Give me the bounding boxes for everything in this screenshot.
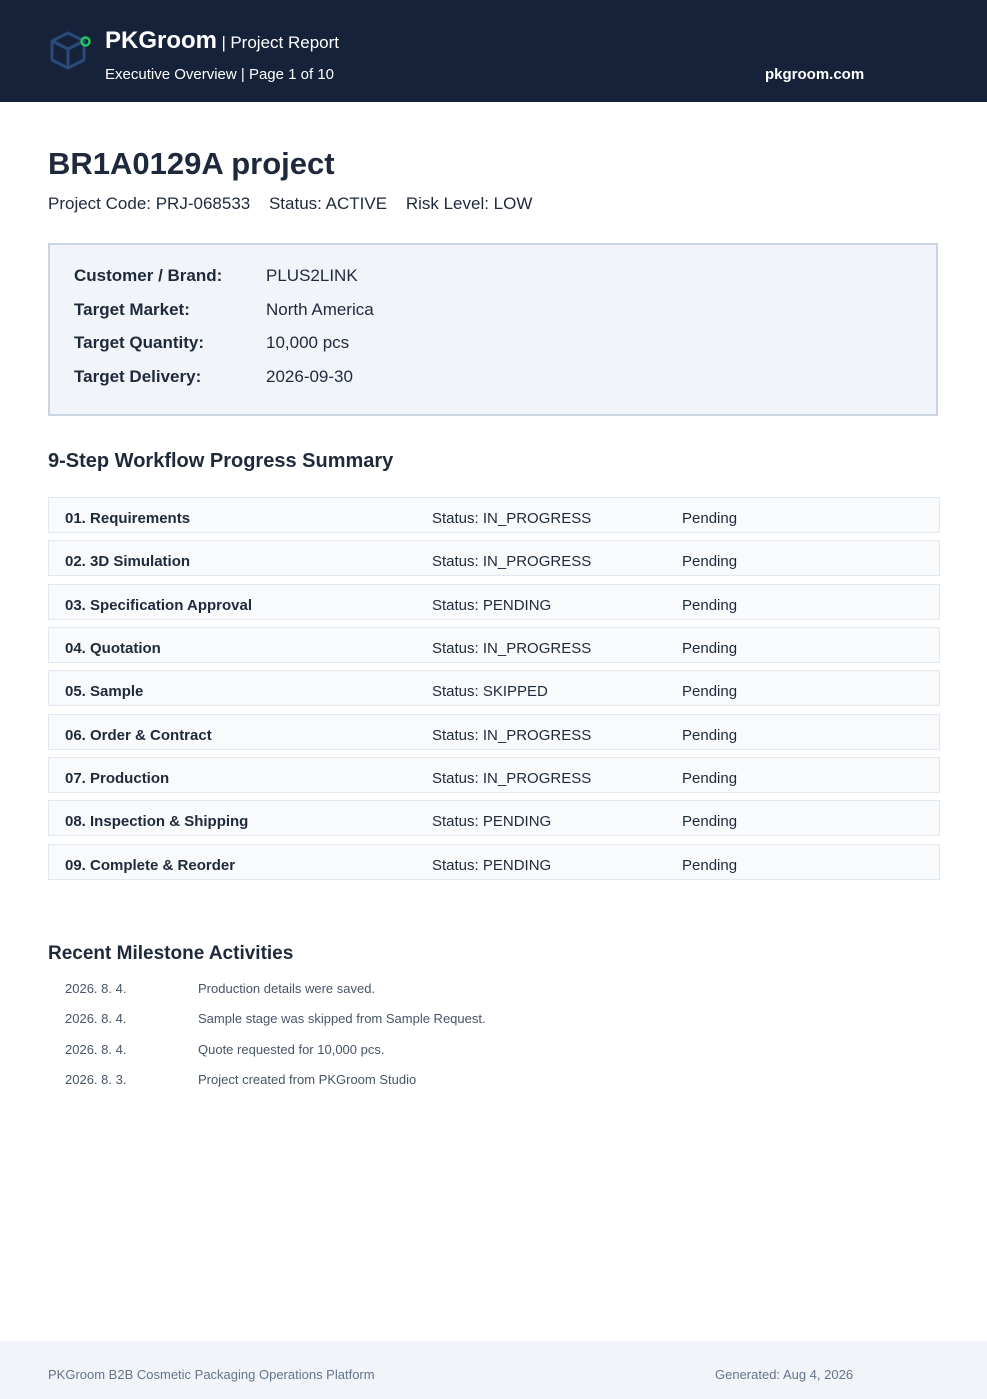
step-state: Pending [682, 770, 738, 787]
step-state: Pending [682, 813, 738, 830]
step-name: 08. Inspection & Shipping [65, 813, 249, 830]
info-row-market [74, 300, 374, 320]
step-status: Status: IN_PROGRESS [432, 770, 592, 787]
step-name: 02. 3D Simulation [65, 553, 191, 570]
info-label: Customer / Brand: [74, 266, 223, 285]
info-value: 10,000 pcs [266, 333, 350, 352]
workflow-title: 9-Step Workflow Progress Summary [48, 450, 394, 472]
page-indicator: Executive Overview | Page 1 of 10 [105, 66, 335, 83]
project-info-box [48, 243, 938, 416]
project-status: Status: ACTIVE [268, 194, 388, 213]
brand-line [105, 27, 339, 55]
step-state: Pending [682, 510, 738, 527]
step-state: Pending [682, 553, 738, 570]
info-label: Target Market: [74, 300, 190, 319]
step-name: 09. Complete & Reorder [65, 857, 236, 874]
report-header [0, 0, 987, 102]
brand-separator: | [221, 33, 226, 52]
step-status: Status: IN_PROGRESS [432, 727, 592, 744]
step-status: Status: PENDING [432, 857, 552, 874]
activity-text: Quote requested for 10,000 pcs. [198, 1042, 385, 1057]
info-row-delivery [74, 367, 353, 387]
step-name: 05. Sample [65, 683, 144, 700]
step-name: 01. Requirements [65, 510, 191, 527]
workflow-step-row [48, 627, 940, 663]
activity-item [65, 1072, 416, 1087]
info-value: North America [266, 300, 374, 319]
info-row-customer [74, 266, 358, 286]
info-label: Target Quantity: [74, 333, 205, 352]
activity-date: 2026. 8. 4. [65, 1011, 127, 1026]
step-name: 06. Order & Contract [65, 727, 212, 744]
workflow-step-row [48, 540, 940, 576]
activity-text: Production details were saved. [198, 981, 376, 996]
step-name: 03. Specification Approval [65, 597, 252, 614]
step-state: Pending [682, 640, 738, 657]
workflow-step-row [48, 584, 940, 620]
step-name: 04. Quotation [65, 640, 161, 657]
brand-name: PKGroom [105, 27, 218, 54]
workflow-step-row [48, 670, 940, 706]
step-state: Pending [682, 857, 738, 874]
activity-text: Sample stage was skipped from Sample Request. [198, 1011, 486, 1026]
footer-generated-date: Generated: Aug 4, 2026 [715, 1367, 854, 1382]
report-type: Project Report [230, 33, 340, 52]
workflow-step-row [48, 757, 940, 793]
site-link[interactable]: pkgroom.com [765, 66, 865, 83]
step-status: Status: SKIPPED [432, 683, 548, 700]
footer-platform: PKGroom B2B Cosmetic Packaging Operations Platform [48, 1367, 375, 1382]
project-meta [48, 194, 546, 214]
step-status: Status: PENDING [432, 813, 552, 830]
activity-item [65, 981, 375, 996]
step-name: 07. Production [65, 770, 170, 787]
project-code: Project Code: PRJ-068533 [48, 194, 251, 213]
activity-date: 2026. 8. 4. [65, 981, 127, 996]
step-state: Pending [682, 683, 738, 700]
workflow-step-row [48, 844, 940, 880]
step-status: Status: IN_PROGRESS [432, 510, 592, 527]
activities-title: Recent Milestone Activities [48, 943, 294, 964]
info-label: Target Delivery: [74, 367, 202, 386]
step-state: Pending [682, 727, 738, 744]
activity-date: 2026. 8. 4. [65, 1042, 127, 1057]
workflow-step-row [48, 800, 940, 836]
risk-level: Risk Level: LOW [405, 194, 533, 213]
page-title: BR1A0129A project [48, 146, 335, 181]
step-state: Pending [682, 597, 738, 614]
info-row-quantity [74, 333, 349, 353]
activity-item [65, 1011, 486, 1026]
step-status: Status: IN_PROGRESS [432, 553, 592, 570]
workflow-step-row [48, 714, 940, 750]
workflow-step-row [48, 497, 940, 533]
activity-date: 2026. 8. 3. [65, 1072, 127, 1087]
box-icon [48, 28, 94, 74]
step-status: Status: IN_PROGRESS [432, 640, 592, 657]
report-footer [0, 1341, 987, 1399]
step-status: Status: PENDING [432, 597, 552, 614]
activity-text: Project created from PKGroom Studio [198, 1072, 417, 1087]
info-value: PLUS2LINK [266, 266, 358, 285]
activity-item [65, 1042, 384, 1057]
info-value: 2026-09-30 [266, 367, 353, 386]
